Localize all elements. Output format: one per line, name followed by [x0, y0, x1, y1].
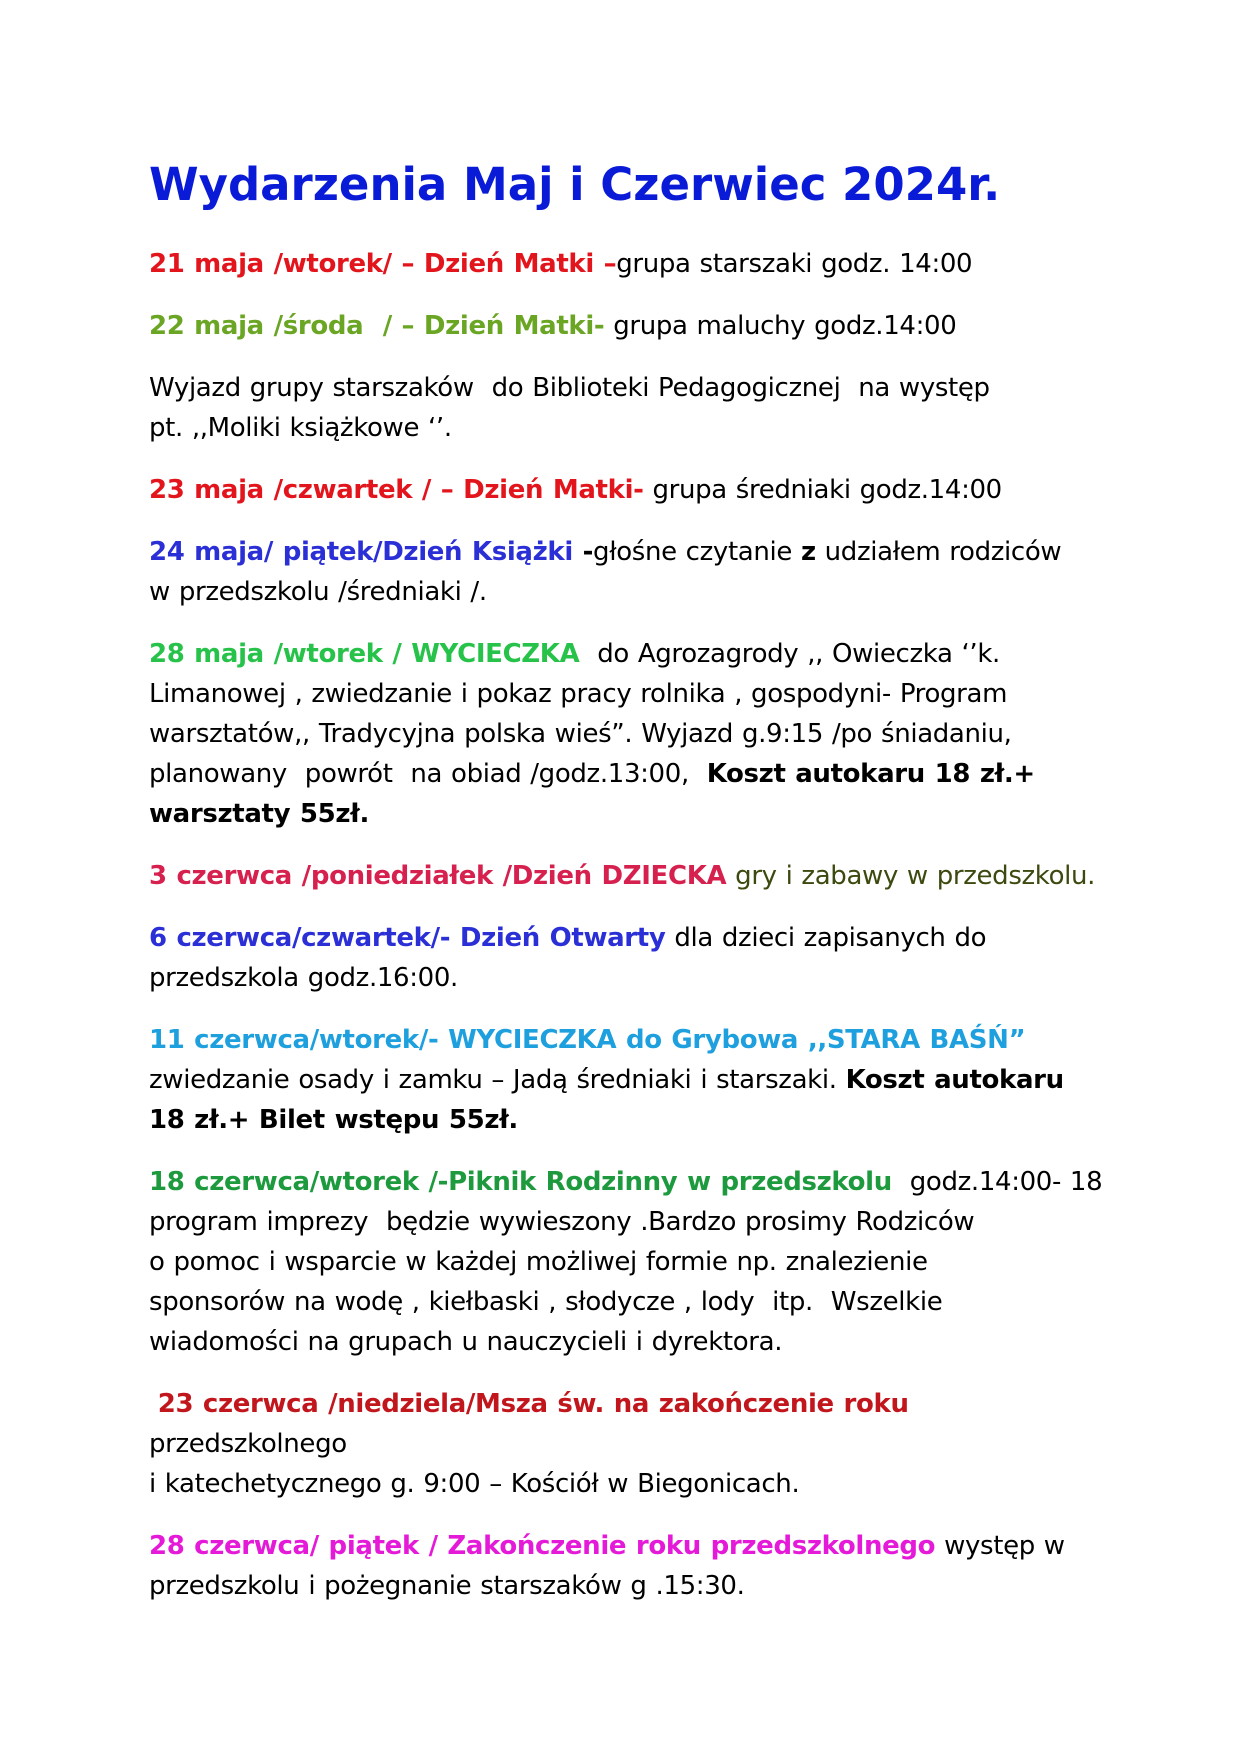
event-line	[149, 1566, 1109, 1606]
event-text-segment: 23 maja /czwartek / – Dzień Matki-	[149, 475, 644, 505]
event-text-segment: występ w	[935, 1531, 1065, 1561]
event-line	[149, 572, 1109, 612]
event-line	[149, 856, 1109, 896]
event-text-segment: planowany powrót na obiad /godz.13:00,	[149, 759, 707, 789]
event-text-segment: 28 czerwca/ piątek / Zakończenie roku przedszkolnego	[149, 1531, 936, 1561]
event-line	[149, 368, 1109, 408]
event-entry	[149, 1526, 1109, 1606]
event-text-segment: pt. ,,Moliki książkowe ‘’.	[149, 413, 452, 443]
event-entry	[149, 532, 1109, 612]
event-text-segment: do Agrozagrody ,, Owieczka ‘’k.	[579, 639, 1000, 669]
event-entry	[149, 368, 1109, 448]
document-page	[149, 150, 1109, 1628]
event-entry	[149, 634, 1109, 834]
event-line	[149, 306, 1109, 346]
event-text-segment: warsztatów,, Tradycyjna polska wieś”. Wyjazd g.9:15 /po śniadaniu,	[149, 719, 1012, 749]
event-line	[149, 674, 1109, 714]
event-line	[149, 1242, 1109, 1282]
event-text-segment: zwiedzanie osady i zamku – Jadą średniaki i starszaki.	[149, 1065, 846, 1095]
event-line	[149, 532, 1109, 572]
event-text-segment: Koszt autokaru 18 zł.+	[706, 759, 1035, 789]
event-text-segment: grupa starszaki godz. 14:00	[616, 249, 973, 279]
event-line	[149, 1202, 1109, 1242]
event-line	[149, 634, 1109, 674]
event-text-segment: gry i zabawy w przedszkolu.	[726, 861, 1096, 891]
event-text-segment: 11 czerwca/wtorek/- WYCIECZKA do Grybowa ,,STARA BAŚŃ”	[149, 1025, 1026, 1055]
event-text-segment: przedszkola godz.16:00.	[149, 963, 458, 993]
event-text-segment: Wyjazd grupy starszaków do Biblioteki Pedagogicznej na występ	[149, 373, 990, 403]
event-text-segment: warsztaty 55zł.	[149, 799, 369, 829]
event-line	[149, 244, 1109, 284]
event-text-segment: o pomoc i wsparcie w każdej możliwej formie np. znalezienie	[149, 1247, 928, 1277]
event-text-segment: grupa maluchy godz.14:00	[604, 311, 957, 341]
event-text-segment: 18 zł.+ Bilet wstępu 55zł.	[149, 1105, 518, 1135]
event-text-segment: przedszkolu i pożegnanie starszaków g .15:30.	[149, 1571, 745, 1601]
event-text-segment: 23 czerwca /niedziela/Msza św. na zakończenie roku	[149, 1389, 909, 1419]
event-text-segment: z	[800, 537, 816, 567]
event-entry	[149, 918, 1109, 998]
event-line	[149, 1162, 1109, 1202]
event-line	[149, 1020, 1109, 1060]
event-text-segment: 21 maja /wtorek/ – Dzień Matki –	[149, 249, 617, 279]
event-entry	[149, 1384, 1109, 1504]
event-line	[149, 714, 1109, 754]
event-text-segment: program imprezy będzie wywieszony .Bardzo prosimy Rodziców	[149, 1207, 975, 1237]
event-text-segment: Koszt autokaru	[845, 1065, 1064, 1095]
event-line	[149, 958, 1109, 998]
event-text-segment: grupa średniaki godz.14:00	[643, 475, 1002, 505]
event-line	[149, 1100, 1109, 1140]
event-line	[149, 1464, 1109, 1504]
event-text-segment: 6 czerwca/czwartek/- Dzień Otwarty	[149, 923, 666, 953]
event-line	[149, 754, 1109, 794]
event-line	[149, 1060, 1109, 1100]
event-text-segment: udziałem rodziców	[815, 537, 1062, 567]
event-text-segment: 28 maja /wtorek / WYCIECZKA	[149, 639, 580, 669]
event-text-segment: w przedszkolu /średniaki /.	[149, 577, 487, 607]
event-text-segment: głośne czytanie	[593, 537, 801, 567]
event-line	[149, 408, 1109, 448]
event-text-segment: wiadomości na grupach u nauczycieli i dyrektora.	[149, 1327, 783, 1357]
event-line	[149, 1384, 1109, 1464]
event-entry	[149, 306, 1109, 346]
event-line	[149, 1282, 1109, 1322]
event-entry	[149, 1020, 1109, 1140]
page-title: Wydarzenia Maj i Czerwiec 2024r.	[149, 158, 1001, 211]
event-text-segment: 3 czerwca /poniedziałek /Dzień DZIECKA	[149, 861, 727, 891]
event-text-segment: -	[582, 537, 594, 567]
event-entry	[149, 244, 1109, 284]
event-line	[149, 918, 1109, 958]
event-list	[149, 244, 1109, 1606]
event-text-segment: dla dzieci zapisanych do	[665, 923, 987, 953]
event-text-segment: i katechetycznego g. 9:00 – Kościół w Biegonicach.	[149, 1469, 800, 1499]
event-text-segment: godz.14:00- 18	[891, 1167, 1103, 1197]
event-entry	[149, 856, 1109, 896]
event-line	[149, 1322, 1109, 1362]
event-text-segment: 18 czerwca/wtorek /-Piknik Rodzinny w przedszkolu	[149, 1167, 892, 1197]
event-text-segment: przedszkolnego	[149, 1389, 918, 1459]
event-line	[149, 794, 1109, 834]
event-text-segment: 22 maja /środa / – Dzień Matki-	[149, 311, 605, 341]
event-entry	[149, 470, 1109, 510]
event-text-segment: sponsorów na wodę , kiełbaski , słodycze , lody itp. Wszelkie	[149, 1287, 943, 1317]
event-text-segment: Limanowej , zwiedzanie i pokaz pracy rolnika , gospodyni- Program	[149, 679, 1008, 709]
event-line	[149, 470, 1109, 510]
event-text-segment: 24 maja/ piątek/Dzień Książki	[149, 537, 583, 567]
event-entry	[149, 1162, 1109, 1362]
event-line	[149, 1526, 1109, 1566]
